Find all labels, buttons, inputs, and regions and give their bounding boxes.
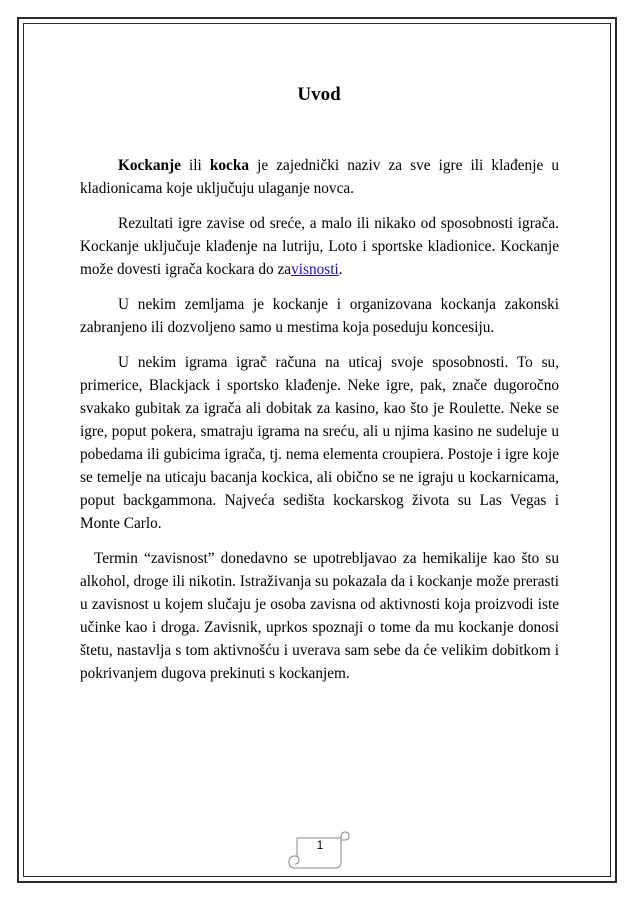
- zavisnosti-link[interactable]: visnosti: [291, 261, 339, 278]
- paragraph-2-text-b: .: [338, 261, 343, 278]
- paragraph-1: [80, 154, 559, 200]
- paragraph-4: U nekim igrama igrač računa na uticaj svoje sposobnosti. To su, primerice, Blackjack i sportsko klađenje. Neke igre, pak, znače dugoročno svakako gubitak za igrača ali dobitak za kasino, kao što je Roulette. Neke se igre, poput pokera, smatraju igrama na sreću, ali u njima kasino ne sudeluje u pobedama ili gubicima igrača, tj. nema elementa croupiera. Postoje i igre koje se temelje na uticaju bacanja kockica, ali obično se ne igraju u kockarnicama, poput backgammona. Najveća sedišta kockarskog života su Las Vegas i Monte Carlo.: [80, 354, 559, 532]
- term-kockanje: Kockanje: [118, 157, 181, 174]
- term-kocka: kocka: [209, 157, 249, 174]
- document-body: [80, 154, 559, 697]
- paragraph-1-text-b: je zajednički naziv za sve igre ili klađenje u kladionicama koje uključuju ulaganje novca.: [80, 157, 559, 197]
- paragraph-2-text-a: Rezultati igre zavise od sreće, a malo ili nikako od sposobnosti igrača. Kockanje uključuje klađenje na lutriju, Loto i sportske kladionice. Kockanje može dovesti igrača kockara do za: [80, 215, 559, 278]
- page-title: Uvod: [297, 84, 341, 105]
- paragraph-2: [80, 212, 559, 281]
- paragraph-3: U nekim zemljama je kockanje i organizovana kockanja zakonski zabranjeno ili dozvoljeno samo u mestima koja poseduju koncesiju.: [80, 296, 559, 336]
- paragraph-5: Termin “zavisnost” donedavno se upotrebljavao za hemikalije kao što su alkohol, droge ili nikotin. Istraživanja su pokazala da i kockanje može prerasti u zavisnost u kojem slučaju je osoba zavisna od aktivnosti koja proizvodi iste učinke kao i droga. Zavisnik, uprkos spoznaji o tome da mu kockanje donosi štetu, nastavlja s tom aktivnošću i uverava sam sebe da će velikim dobitkom i pokrivanjem dugova prekinuti s kockanjem.: [80, 550, 559, 682]
- page-number: 1: [316, 838, 324, 852]
- paragraph-1-text-a: ili: [180, 157, 210, 174]
